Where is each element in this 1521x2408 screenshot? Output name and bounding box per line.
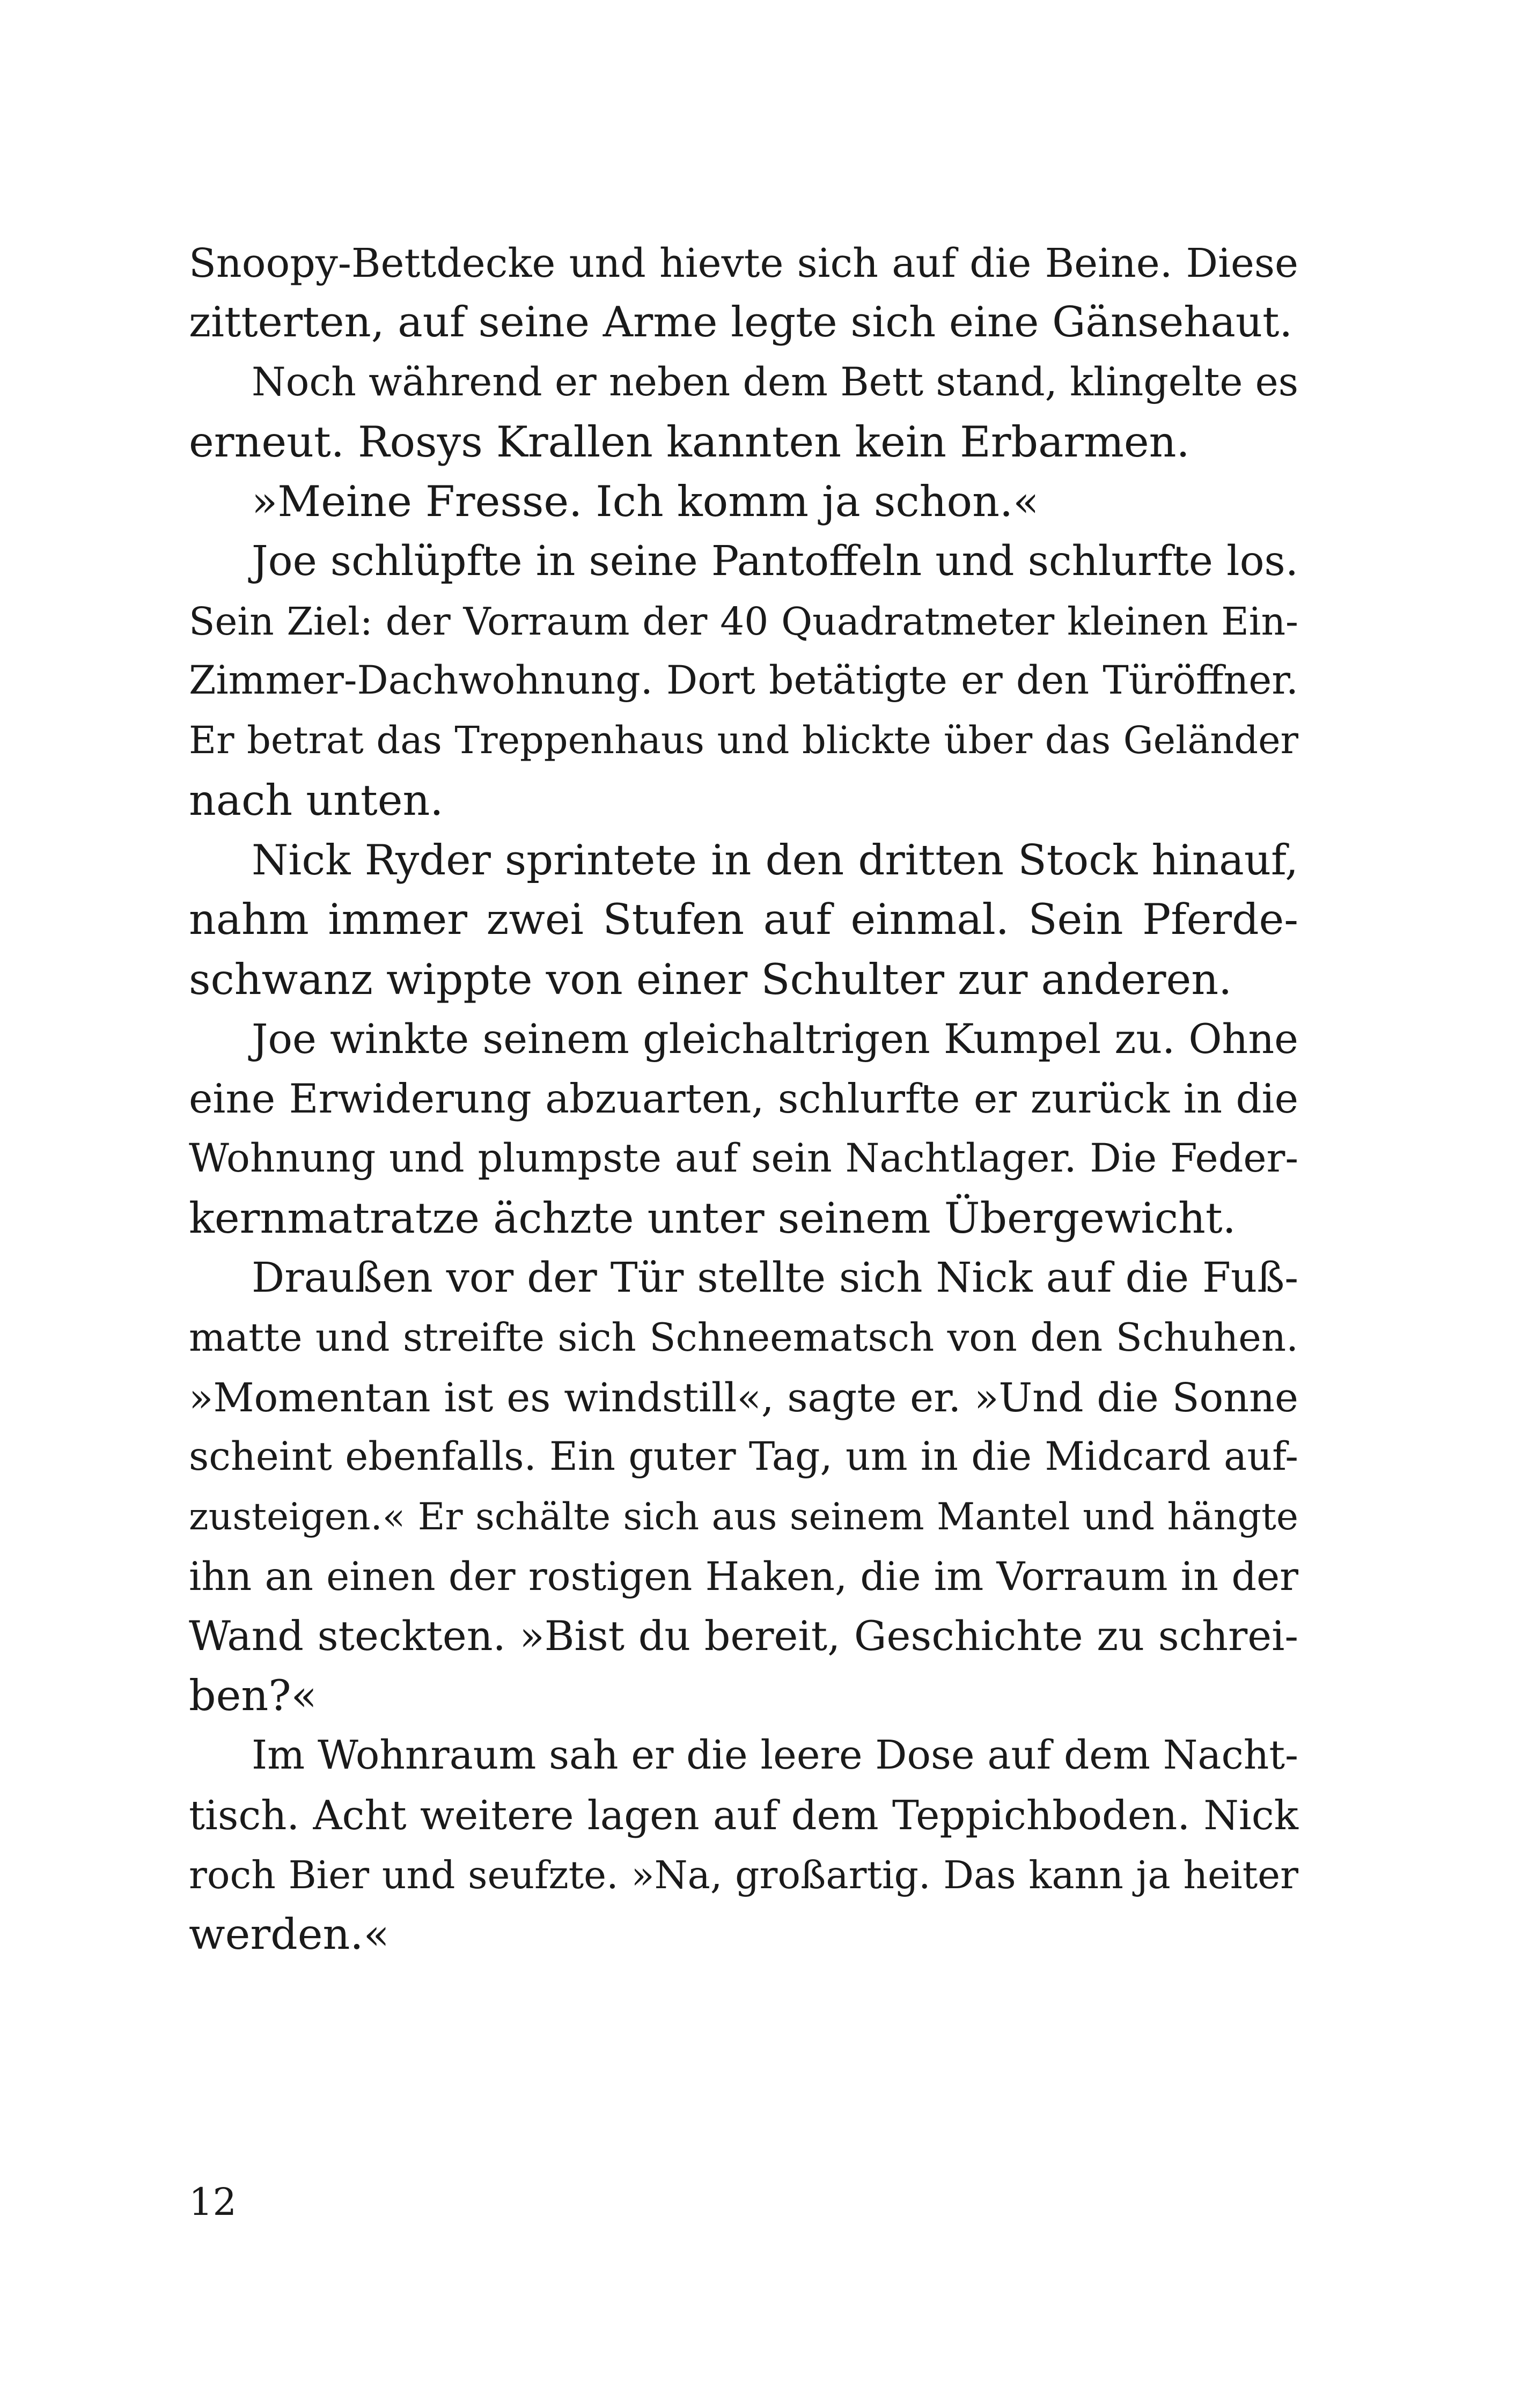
text-line: Im Wohnraum sah er die leere Dose auf dem Nacht- <box>252 1732 1298 1779</box>
text-line: Wand steckten. »Bist du bereit, Geschichte zu schrei- <box>189 1612 1298 1660</box>
text-line: Zimmer-Dachwohnung. Dort betätigte er den Türöffner. <box>189 658 1298 704</box>
text-line: scheint ebenfalls. Ein guter Tag, um in die Midcard auf- <box>189 1434 1298 1479</box>
text-line: Wohnung und plumpste auf sein Nachtlager. Die Feder- <box>189 1136 1298 1182</box>
text-line: roch Bier und seufzte. »Na, großartig. Das kann ja heiter <box>189 1853 1298 1898</box>
text-line: schwanz wippte von einer Schulter zur anderen. <box>189 954 1232 1004</box>
text-line: erneut. Rosys Krallen kannten kein Erbarmen. <box>189 417 1190 467</box>
text-line: tisch. Acht weitere lagen auf dem Teppichboden. Nick <box>189 1792 1298 1839</box>
text-line: nach unten. <box>189 775 444 825</box>
text-line: Sein Ziel: der Vorraum der 40 Quadratmeter kleinen Ein- <box>189 599 1298 644</box>
text-line: eine Erwiderung abzuarten, schlurfte er zurück in die <box>189 1075 1298 1123</box>
text-line: Draußen vor der Tür stellte sich Nick auf die Fuß- <box>252 1254 1298 1302</box>
text-line: »Meine Fresse. Ich komm ja schon.« <box>252 477 1039 527</box>
text-line: Noch während er neben dem Bett stand, klingelte es <box>252 359 1298 405</box>
text-line: ihn an einen der rostigen Haken, die im Vorraum in der <box>189 1553 1298 1600</box>
text-line: ben?« <box>189 1671 317 1721</box>
text-line: nahm immer zwei Stufen auf einmal. Sein Pferde- <box>189 895 1298 945</box>
page-number: 12 <box>189 2180 237 2224</box>
text-line: zusteigen.« Er schälte sich aus seinem Mantel und hängte <box>189 1495 1298 1539</box>
text-line: Er betrat das Treppenhaus und blickte über das Geländer <box>189 718 1298 763</box>
body-text <box>189 233 1298 1965</box>
text-line: kernmatratze ächzte unter seinem Übergewicht. <box>189 1193 1236 1243</box>
text-line: werden.« <box>189 1910 390 1960</box>
text-line: Joe winkte seinem gleichaltrigen Kumpel zu. Ohne <box>252 1015 1298 1063</box>
text-line: »Momentan ist es windstill«, sagte er. »Und die Sonne <box>189 1374 1298 1421</box>
text-line: Snoopy-Bettdecke und hievte sich auf die Beine. Diese <box>189 240 1298 286</box>
text-line: Joe schlüpfte in seine Pantoffeln und schlurfte los. <box>252 537 1298 586</box>
text-line: matte und streifte sich Schneematsch von den Schuhen. <box>189 1315 1298 1360</box>
text-line: zitterten, auf seine Arme legte sich eine Gänsehaut. <box>189 298 1293 347</box>
text-line: Nick Ryder sprintete in den dritten Stock hinauf, <box>252 835 1298 885</box>
